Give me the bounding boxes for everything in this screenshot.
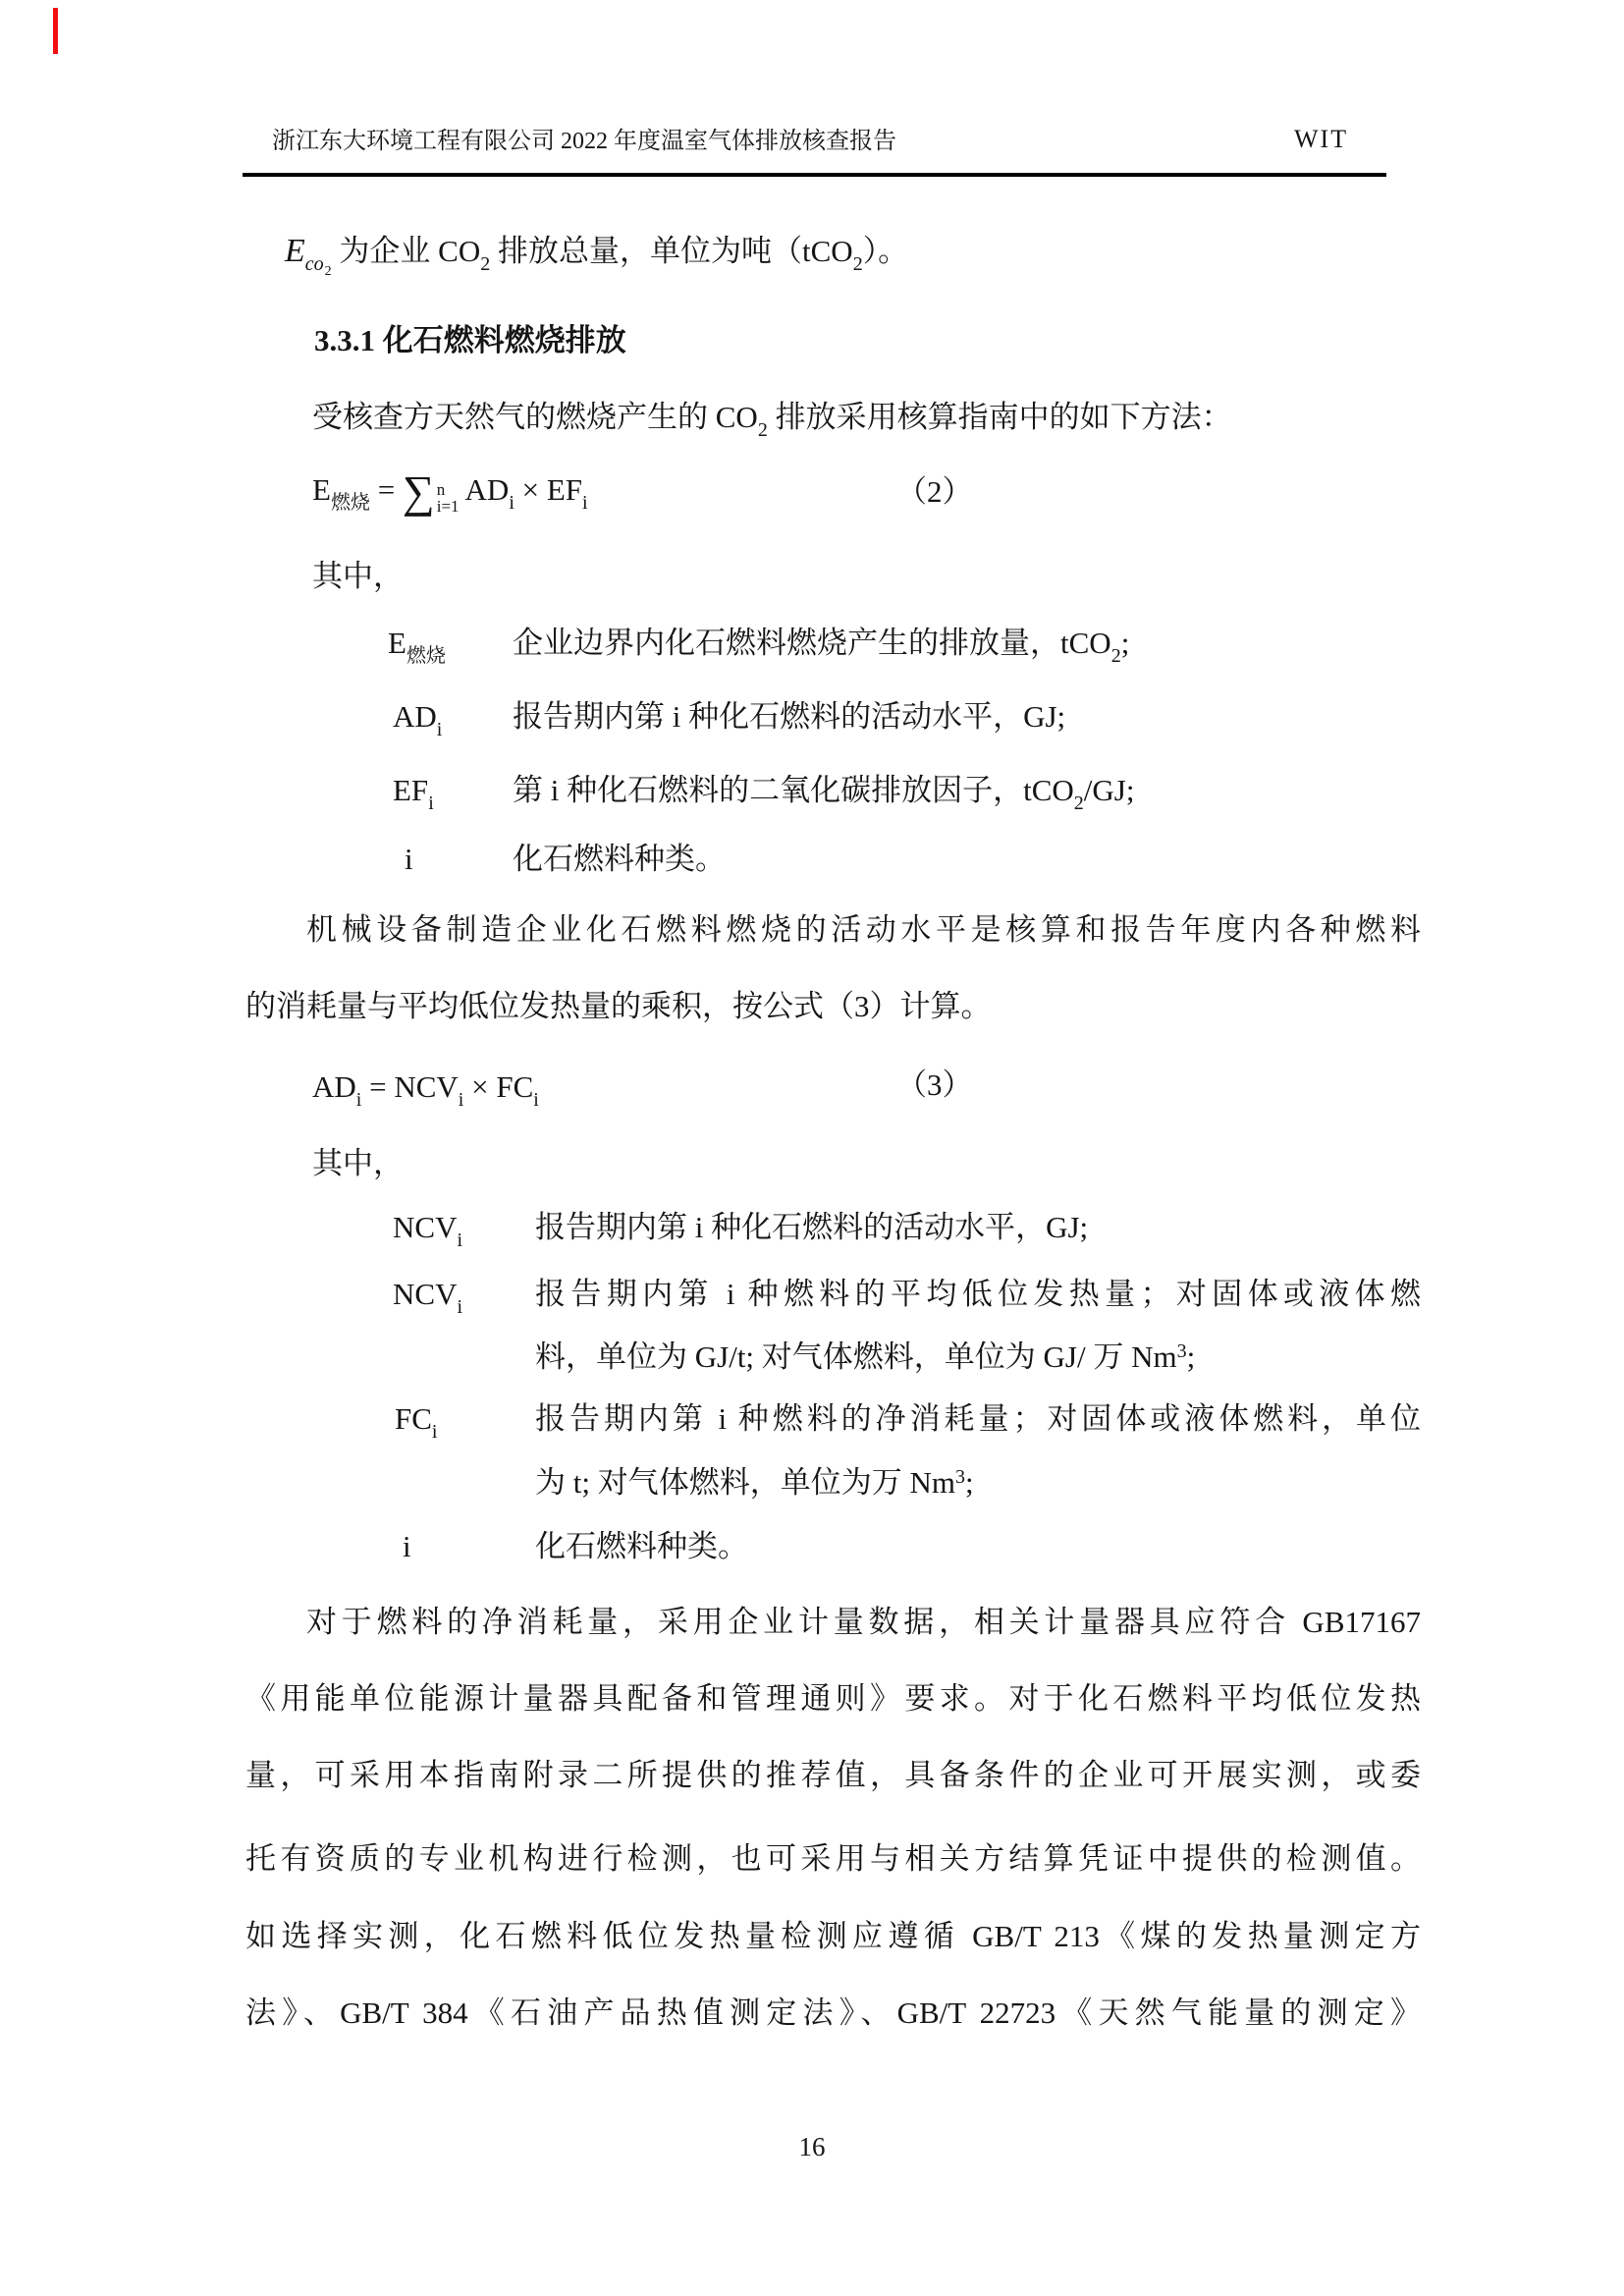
line-def1-term-2: $AD_i$ bbox=[393, 699, 443, 740]
line-def2-desc-2: 报告期内第 i 种燃料的平均低位发热量；对固体或液体燃 bbox=[535, 1277, 1421, 1311]
line-def2-term-1: $NCV_i$ bbox=[393, 1210, 463, 1251]
line-def2-term-3: $FC_i$ bbox=[395, 1401, 438, 1443]
line-qizhong-2: 其中， bbox=[312, 1146, 404, 1180]
line-para3-l5: 如选择实测，化石燃料低位发热量检测应遵循 GB/T 213《煤的发热量测定方 bbox=[245, 1919, 1421, 1953]
header-title: 浙江东大环境工程有限公司 2022 年度温室气体排放核查报告 bbox=[272, 129, 896, 154]
line-def2-desc-4: 化石燃料种类。 bbox=[535, 1529, 748, 1563]
line-def1-desc-1: 企业边界内化石燃料燃烧产生的排放量，tCO$_2$; bbox=[513, 626, 1130, 667]
line-formula-3: $AD_i = NCV_i \times FC_i$ bbox=[312, 1069, 539, 1111]
line-def1-desc-3: 第 i 种化石燃料的二氧化碳排放因子，tCO$_2$/GJ; bbox=[513, 773, 1135, 814]
line-def1-term-4: i bbox=[405, 842, 413, 876]
line-formula-3-num: （3） bbox=[896, 1067, 973, 1102]
line-def2-desc-1: 报告期内第 i 种化石燃料的活动水平，GJ; bbox=[535, 1210, 1089, 1244]
line-heading-331: 3.3.1 化石燃料燃烧排放 bbox=[314, 323, 626, 357]
header-right-label: WIT bbox=[1294, 125, 1349, 153]
line-def1-desc-2: 报告期内第 i 种化石燃料的活动水平，GJ; bbox=[513, 699, 1066, 734]
line-def2-desc-3b: 为 t; 对气体燃料，单位为万 Nm$^3$; bbox=[535, 1465, 974, 1500]
line-para2-l1: 机械设备制造企业化石燃料燃烧的活动水平是核算和报告年度内各种燃料 bbox=[306, 912, 1421, 947]
line-intro: $E_{co2}$ 为企业 $CO_2$ 排放总量，单位为吨（tCO$_2$）。 bbox=[285, 233, 909, 279]
header-rule bbox=[243, 173, 1386, 177]
line-para1: 受核查方天然气的燃烧产生的 $CO_2$ 排放采用核算指南中的如下方法： bbox=[312, 400, 1232, 441]
line-def1-term-3: $EF_i$ bbox=[393, 773, 434, 814]
line-def1-desc-4: 化石燃料种类。 bbox=[513, 842, 726, 876]
line-def2-term-4: i bbox=[403, 1529, 411, 1563]
line-formula-2: $E_{燃烧}$ = ∑ n i=1 $AD_i \times EF_i$ bbox=[312, 466, 588, 517]
red-scan-mark bbox=[53, 8, 58, 54]
line-para3-l1: 对于燃料的净消耗量，采用企业计量数据，相关计量器具应符合 GB17167 bbox=[306, 1605, 1421, 1639]
line-para3-l4: 托有资质的专业机构进行检测，也可采用与相关方结算凭证中提供的检测值。 bbox=[245, 1841, 1421, 1876]
page-number: 16 bbox=[798, 2132, 826, 2161]
line-qizhong-1: 其中， bbox=[312, 559, 404, 593]
line-def2-desc-3: 报告期内第 i 种燃料的净消耗量；对固体或液体燃料，单位 bbox=[535, 1401, 1421, 1436]
summation-symbol: ∑ bbox=[402, 466, 435, 517]
line-para3-l6: 法》、GB/T 384《石油产品热值测定法》、GB/T 22723《天然气能量的测定》 bbox=[245, 1995, 1421, 2030]
line-formula-2-num: （2） bbox=[896, 474, 973, 509]
line-def2-term-2: $NCV_i$ bbox=[393, 1277, 463, 1318]
line-def2-desc-2b: 料，单位为 GJ/t; 对气体燃料，单位为 GJ/ 万 Nm$^3$; bbox=[535, 1339, 1196, 1374]
line-para3-l2: 《用能单位能源计量器具配备和管理通则》要求。对于化石燃料平均低位发热 bbox=[245, 1681, 1421, 1716]
line-para3-l3: 量，可采用本指南附录二所提供的推荐值，具备条件的企业可开展实测，或委 bbox=[245, 1758, 1421, 1792]
line-para2-l2: 的消耗量与平均低位发热量的乘积，按公式（3）计算。 bbox=[245, 989, 992, 1023]
line-def1-term-1: $E_{燃烧}$ bbox=[388, 626, 446, 667]
